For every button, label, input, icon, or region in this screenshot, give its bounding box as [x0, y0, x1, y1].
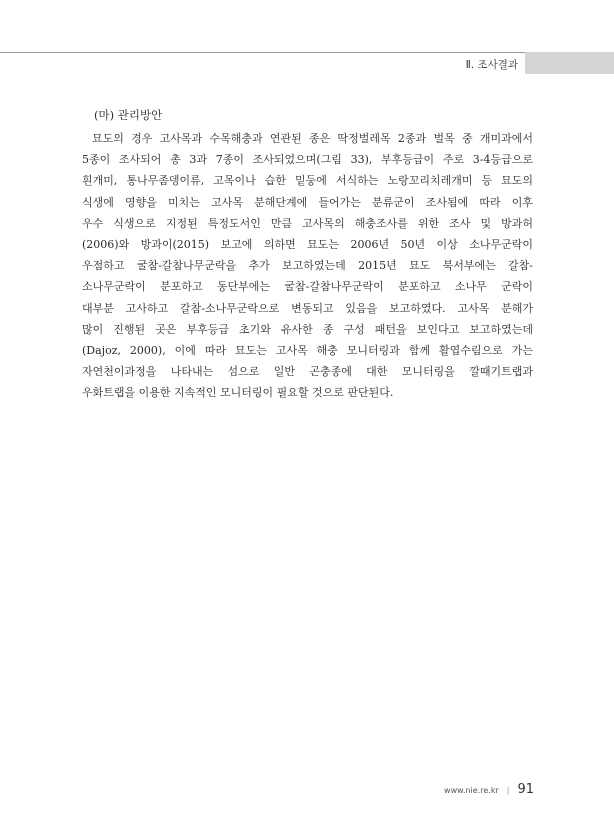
body-paragraph — [82, 128, 533, 403]
paragraph-line: 많이 진행된 곳은 부후등급 초기와 유사한 종 구성 패턴을 보인다고 보고하였는데 — [82, 322, 533, 336]
paragraph-line: 흰개미, 통나무좀뎅이류, 고목이나 습한 밑둥에 서식하는 노랑꼬리치레개미 등 묘도의 — [82, 174, 533, 188]
footer-separator: | — [506, 786, 510, 795]
paragraph-line: 우화트랩을 이용한 지속적인 모니터링이 필요할 것으로 판단된다. — [82, 386, 394, 400]
header-rule — [0, 52, 525, 53]
paragraph-line: 식생에 영향을 미치는 고사목 분해단계에 들어가는 분류군이 조사됨에 따라 이후 — [82, 195, 533, 209]
page-number: 91 — [517, 782, 534, 797]
paragraph-line: (Dajoz, 2000), 이에 따라 묘도는 고사목 해충 모니터링과 함께 활엽수림으로 가는 — [82, 343, 533, 357]
page-footer — [444, 782, 534, 797]
paragraph-line: 5종이 조사되어 총 3과 7종이 조사되었으며(그림 33), 부후등급이 주로 3-4등급으로 — [82, 153, 533, 167]
header-tab-marker — [525, 52, 614, 74]
footer-url[interactable]: www.nie.re.kr — [444, 786, 499, 795]
paragraph-line: 대부분 고사하고 갈참-소나무군락으로 변동되고 있음을 보고하였다. 고사목 분해가 — [82, 301, 533, 315]
section-title: Ⅱ. 조사결과 — [465, 59, 518, 71]
paragraph-line: 묘도의 경우 고사목과 수목해충과 연관된 종은 딱정벌레목 2종과 벌목 중 개미과에서 — [92, 132, 533, 145]
paragraph-line: 우점하고 굴참-갈참나무군락을 추가 보고하였는데 2015년 묘도 북서부에는 갈참- — [82, 259, 533, 273]
subsection-heading: (마) 관리방안 — [94, 108, 163, 122]
paragraph-line: 자연천이과정을 나타내는 섬으로 일반 곤충종에 대한 모니터링을 깔때기트랩과 — [82, 365, 533, 379]
paragraph-line: 우수 식생으로 지정된 특정도서인 만큼 고사목의 해충조사를 위한 조사 및 방과허 — [82, 216, 533, 230]
paragraph-line: (2006)와 방과이(2015) 보고에 의하면 묘도는 2006년 50년 이상 소나무군락이 — [82, 237, 533, 251]
paragraph-line: 소나무군락이 분포하고 동단부에는 굴참-갈참나무군락이 분포하고 소나무 군락이 — [82, 280, 533, 294]
